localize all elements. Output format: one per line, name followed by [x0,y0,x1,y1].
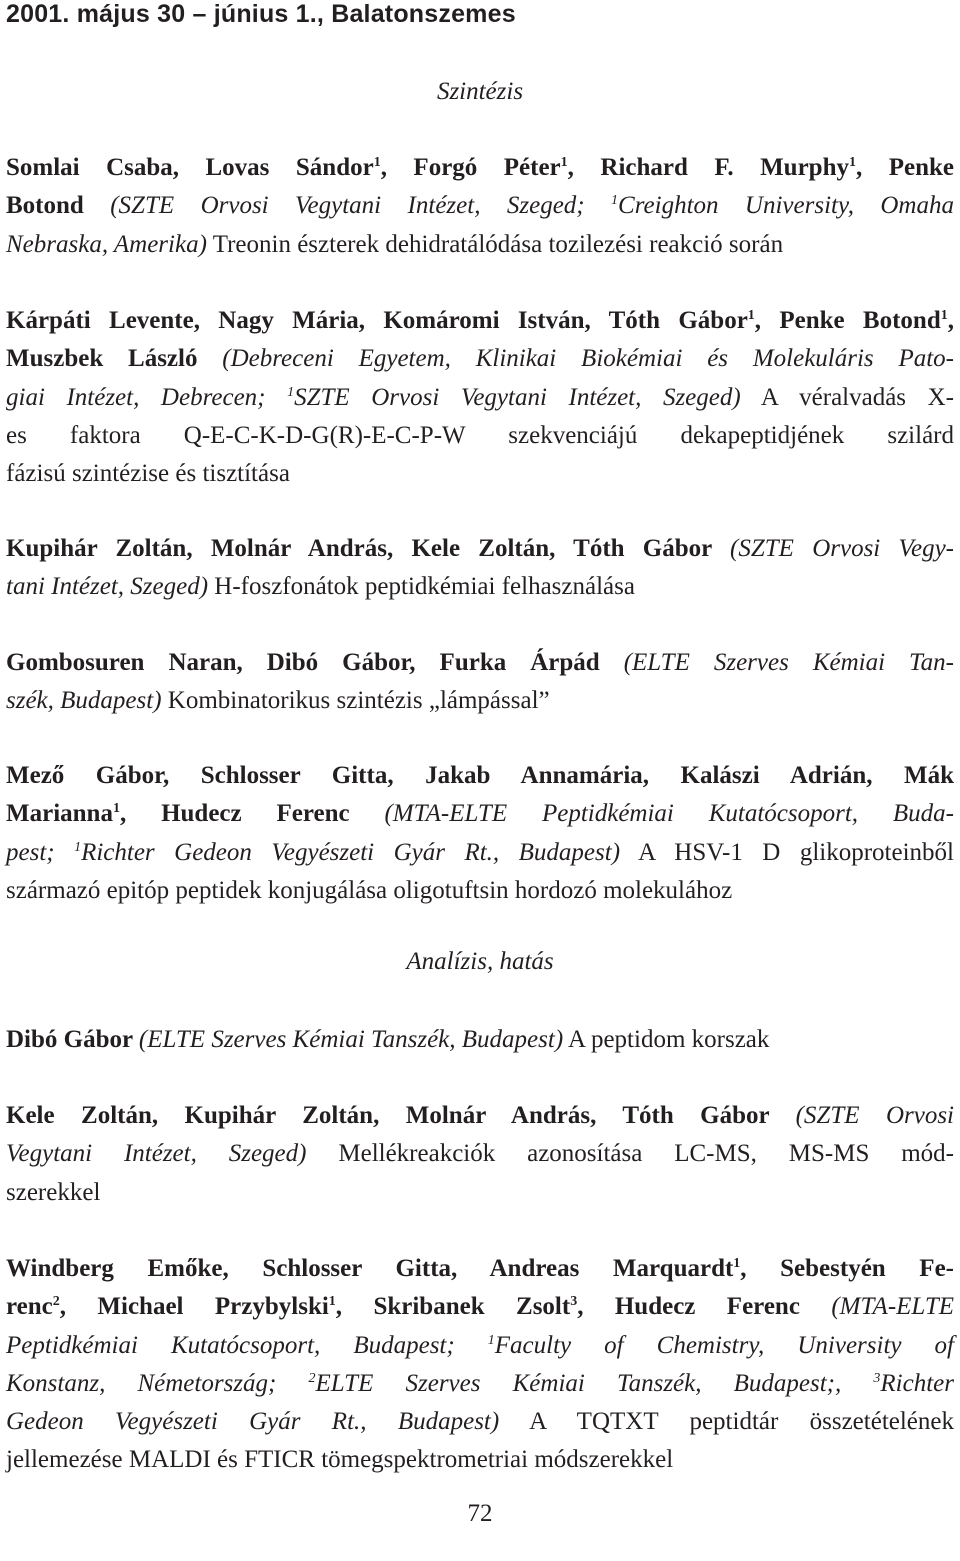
text-line [6,1021,954,1059]
abstract-entry [6,757,954,910]
affiliation: giai Intézet, Debrecen; [6,383,288,411]
affiliation-marker: 1 [611,193,619,209]
text-line [6,1327,954,1365]
affiliation: Peptidkémiai Kutatócsoport, Budapest; [6,1331,488,1359]
text-line [6,149,954,187]
affiliation-marker: 1 [560,155,568,170]
text-line [6,1441,954,1479]
abstract-entry [6,1250,954,1480]
author-names: , Hudecz Ferenc [577,1293,832,1321]
page-number: 72 [467,1500,493,1527]
abstract-title: H-foszfonátok peptidkémiai felhasználása [208,573,635,601]
affiliation: Richter [880,1369,954,1397]
affiliation: SZTE Orvosi Vegytani Intézet, Szeged) [294,383,741,411]
affiliation-marker: 1 [373,155,381,170]
text-line [6,455,954,493]
section-title-szintezis: Szintézis [436,78,524,105]
abstract-title: A peptidom korszak [563,1026,770,1053]
affiliation-marker: 2 [308,1370,316,1386]
affiliation: Nebraska, Amerika) [6,230,207,258]
author-names: Mező Gábor, Schlosser Gitta, Jakab Annamária, Kalászi Adrián, Mák [6,762,954,789]
section-title-analizis: Analízis, hatás [406,948,554,975]
author-names: Somlai Csaba, Lovas Sándor [6,154,374,181]
text-line [6,226,954,264]
text-line [6,682,954,720]
text-line [6,1097,954,1135]
text-line [6,872,954,910]
author-names: Muszbek László [6,345,223,373]
text-line [6,417,954,455]
affiliation: (ELTE Szerves Kémiai Tanszék, Budapest) [138,1026,564,1053]
text-line [6,1135,954,1173]
abstract-title: A TQTXT peptidtár összetételének [499,1408,954,1436]
affiliation: (SZTE Orvosi Vegytani Intézet, Szeged; [110,192,612,220]
affiliation: (ELTE Szerves Kémiai Tan- [623,649,954,676]
affiliation-marker: 1 [74,839,82,855]
text-line [6,530,954,568]
author-names: Kele Zoltán, Kupihár Zoltán, Molnár András, Tóth Gábor [6,1102,796,1129]
affiliation: (MTA-ELTE Peptidkémiai Kutatócsoport, Buda- [384,800,954,828]
abstract-title: Mellékreakciók azonosítása LC-MS, MS-MS mód- [306,1140,955,1168]
affiliation: Faculty of Chemistry, University of [494,1331,954,1359]
author-names: Botond [6,192,111,220]
author-names: Gombosuren Naran, Dibó Gábor, Furka Árpád [6,649,624,676]
affiliation: Vegytani Intézet, Szeged) [6,1140,307,1168]
abstract-entry [6,149,954,264]
affiliation: Konstanz, Németország; [6,1369,309,1397]
abstract-entry [6,302,954,493]
abstract-title: fázisú szintézise és tisztítása [6,460,290,488]
text-line [6,834,954,872]
author-names: , Sebestyén Fe- [740,1255,954,1282]
abstract-title: származó epitóp peptidek konjugálása oligotuftsin hordozó molekulához [6,876,733,904]
abstract-title: szerekkel [6,1178,101,1206]
text-line [6,644,954,682]
abstract-entry [6,1097,954,1212]
author-names: Dibó Gábor [6,1026,139,1053]
abstract-title: es faktora Q-E-C-K-D-G(R)-E-C-P-W szekvenciájú dekapeptidjének szilárd [6,421,954,449]
author-names: Marianna [6,800,113,828]
affiliation-marker: 1 [328,1294,336,1310]
affiliation-marker: 1 [747,308,755,323]
affiliation-marker: 1 [112,801,120,817]
page-header: 2001. május 30 – június 1., Balatonszemes [6,0,516,28]
affiliation: Gedeon Vegyészeti Gyár Rt., Budapest) [6,1408,500,1436]
abstract-title: jellemezése MALDI és FTICR tömegspektrometriai módszerekkel [6,1446,674,1474]
author-names: , Hudecz Ferenc [119,800,385,828]
text-line [6,1365,954,1403]
abstract-title: A véralvadás X- [740,383,954,411]
text-line [6,1288,954,1326]
text-line [6,1403,954,1441]
author-names: , Richard F. Murphy [567,154,849,181]
author-names: , Forgó Péter [380,154,561,181]
affiliation-marker: 1 [848,155,856,170]
author-names: , Skribanek Zsolt [335,1293,571,1321]
affiliation-marker: 3 [873,1370,881,1386]
author-names: , Michael Przybylski [59,1293,329,1321]
text-line [6,302,954,340]
text-line [6,187,954,225]
affiliation-marker: 1 [487,1332,495,1348]
author-names: , Penke Botond [754,307,941,334]
affiliation: tani Intézet, Szeged) [6,573,209,601]
affiliation-marker: 2 [52,1294,60,1310]
affiliation: ELTE Szerves Kémiai Tanszék, Budapest;, [315,1369,874,1397]
text-line [6,1250,954,1288]
affiliation: szék, Budapest) [6,687,162,715]
abstract-entry [6,644,954,721]
text-line [6,795,954,833]
affiliation: pest; [6,838,75,866]
abstract-title: A HSV-1 D glikoproteinből [620,838,954,866]
abstract-title: Treonin észterek dehidratálódása tozilezési reakció során [206,230,784,258]
author-names: , Penke [855,154,954,181]
affiliation-marker: 3 [570,1294,578,1310]
text-line [6,568,954,606]
affiliation: (SZTE Orvosi Vegy- [730,535,955,562]
abstract-entry [6,530,954,607]
affiliation: (SZTE Orvosi [795,1102,955,1129]
affiliation: Creighton University, Omaha [618,192,954,220]
author-names: Kárpáti Levente, Nagy Mária, Komáromi István, Tóth Gábor [6,307,748,334]
affiliation-marker: 1 [940,308,948,323]
affiliation: (Debreceni Egyetem, Klinikai Biokémiai és Molekuláris Pato- [222,345,954,373]
author-names: , [947,307,954,334]
abstract-entry [6,1021,954,1059]
text-line [6,379,954,417]
affiliation: Richter Gedeon Vegyészeti Gyár Rt., Budapest) [81,838,621,866]
author-names: Kupihár Zoltán, Molnár András, Kele Zoltán, Tóth Gábor [6,535,731,562]
affiliation-marker: 1 [733,1256,741,1271]
affiliation: (MTA-ELTE [831,1293,954,1321]
author-names: Windberg Emőke, Schlosser Gitta, Andreas Marquardt [6,1255,734,1282]
text-line [6,757,954,795]
affiliation-marker: 1 [287,384,295,400]
text-line [6,340,954,378]
abstract-title: Kombinatorikus szintézis „lámpással” [161,687,550,715]
text-line [6,1174,954,1212]
author-names: renc [6,1293,53,1321]
